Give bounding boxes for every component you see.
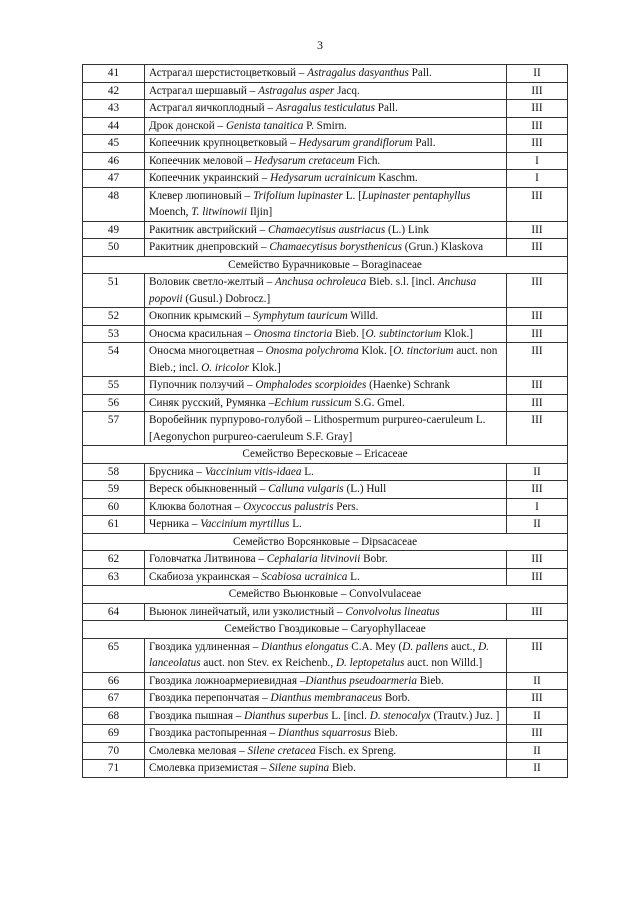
name-text: Головчатка Литвинова – [149, 553, 267, 565]
row-number: 41 [83, 65, 145, 83]
name-text: (L.) Hull [343, 483, 387, 495]
row-number: 52 [83, 308, 145, 326]
name-text: Смолевка приземистая – [149, 762, 270, 774]
name-text: Клюква болотная – [149, 500, 244, 513]
name-text: Астрагал шерстистоцветковый – [149, 67, 308, 79]
table-row [83, 568, 568, 586]
species-name [145, 742, 507, 760]
species-name [145, 707, 507, 725]
name-text: Bobr. [360, 553, 388, 565]
name-text: (L.) Link [385, 223, 429, 236]
species-name [145, 170, 507, 188]
latin-name: Cephalaria litvinovii [266, 553, 361, 565]
name-text: S.G. Gmel. [351, 396, 405, 409]
table-row [83, 100, 568, 118]
table-row [83, 725, 568, 743]
name-text: Borb. [382, 692, 411, 704]
category-value: III [507, 377, 568, 395]
category-value: III [507, 117, 568, 135]
name-text: Bieb. [ [332, 327, 366, 340]
name-text: Klok. [ [358, 345, 394, 357]
name-text: Pers. [333, 500, 359, 513]
row-number: 50 [83, 239, 145, 257]
table-row [83, 152, 568, 170]
name-text: Дрок донской – [149, 119, 226, 132]
row-number: 51 [83, 274, 145, 308]
family-header-row [83, 533, 568, 551]
row-number: 44 [83, 117, 145, 135]
species-name [145, 463, 507, 481]
species-name [145, 481, 507, 499]
name-text: Копеечник меловой – [149, 154, 255, 167]
name-text: L. [289, 518, 302, 530]
category-value: III [507, 725, 568, 743]
name-text: L. [347, 570, 360, 583]
row-number: 60 [83, 498, 145, 516]
name-text: Kaschm. [375, 172, 418, 184]
table-row [83, 760, 568, 778]
category-value: III [507, 135, 568, 153]
latin-name: Silene cretacea [247, 744, 316, 757]
species-name [145, 239, 507, 257]
name-text: Гвоздика ложноармериевидная – [149, 674, 306, 687]
name-text: Копеечник украинский – [149, 172, 271, 184]
table-row [83, 742, 568, 760]
latin-name: Dianthus pseudoarmeria [305, 674, 417, 687]
table-row [83, 690, 568, 708]
category-value: III [507, 100, 568, 118]
name-text: Пупочник ползучий – [149, 379, 256, 391]
category-value: III [507, 394, 568, 412]
name-text: C.A. Mey ( [348, 640, 403, 653]
species-name [145, 760, 507, 778]
category-value: III [507, 412, 568, 446]
name-text: Окопник крымский – [149, 310, 253, 322]
latin-name: D. stenocalyx [369, 709, 431, 722]
row-number: 71 [83, 760, 145, 778]
name-text: Гвоздика растопыренная – [149, 727, 278, 739]
name-text: Оносма красильная – [149, 327, 254, 340]
category-value: I [507, 152, 568, 170]
row-number: 59 [83, 481, 145, 499]
row-number: 61 [83, 516, 145, 534]
name-text: Ракитник днепровский – [149, 241, 270, 253]
name-text: (Haenke) Schrank [366, 379, 451, 391]
family-header-row [83, 621, 568, 639]
latin-name: Scabiosa ucrainica [261, 570, 348, 583]
name-text: Iljin] [247, 206, 273, 218]
table-row [83, 65, 568, 83]
name-text: Pall. [374, 102, 398, 114]
species-name [145, 65, 507, 83]
name-text: Клевер люпиновый – [149, 189, 254, 202]
row-number: 42 [83, 82, 145, 100]
table-row [83, 221, 568, 239]
table-row [83, 325, 568, 343]
category-value: II [507, 707, 568, 725]
row-number: 70 [83, 742, 145, 760]
latin-name: D. leptopetalus [335, 657, 405, 669]
name-text: Fisch. ex Spreng. [315, 744, 397, 757]
category-value: II [507, 742, 568, 760]
category-value: III [507, 239, 568, 257]
row-number: 49 [83, 221, 145, 239]
table-row [83, 707, 568, 725]
species-name [145, 412, 507, 446]
family-header: Семейство Вьюнковые – Convolvulaceae [83, 586, 568, 604]
species-name [145, 603, 507, 621]
species-name [145, 672, 507, 690]
table-row [83, 498, 568, 516]
latin-name: Chamaecytisus borysthenicus [269, 241, 402, 253]
latin-name: Astragalus dasyanthus [307, 67, 409, 79]
latin-name: O. subtinctorium [365, 327, 442, 340]
species-name [145, 187, 507, 221]
category-value: III [507, 638, 568, 672]
row-number: 62 [83, 551, 145, 569]
species-name [145, 568, 507, 586]
name-text: L. [301, 465, 314, 478]
row-number: 46 [83, 152, 145, 170]
name-text: Копеечник крупноцветковый – [149, 137, 299, 149]
species-name [145, 308, 507, 326]
latin-name: Dianthus elongatus [261, 640, 349, 653]
latin-name: O. tinctorium [393, 345, 454, 357]
name-text: Оносма многоцветная – [149, 345, 266, 357]
name-text: Вьюнок линейчатый, или узколистный – [149, 605, 346, 618]
name-text: auct., [448, 640, 479, 653]
latin-name: Dianthus superbus [244, 709, 329, 722]
species-name [145, 82, 507, 100]
row-number: 67 [83, 690, 145, 708]
latin-name: Trifolium lupinaster [253, 189, 343, 202]
table-row [83, 672, 568, 690]
species-name [145, 274, 507, 308]
category-value: III [507, 82, 568, 100]
category-value: II [507, 65, 568, 83]
latin-name: Astragalus asper [258, 84, 335, 97]
table-row [83, 551, 568, 569]
table-row [83, 135, 568, 153]
species-name [145, 725, 507, 743]
name-text: Jacq. [334, 84, 360, 97]
name-text: Pall. [408, 67, 432, 79]
table-row [83, 308, 568, 326]
species-name [145, 152, 507, 170]
species-table-body [83, 65, 568, 778]
category-value: I [507, 170, 568, 188]
species-name [145, 117, 507, 135]
family-header: Семейство Ворсянковые – Dipsacaceae [83, 533, 568, 551]
category-value: III [507, 325, 568, 343]
table-row [83, 274, 568, 308]
name-text: Астрагал шершавый – [149, 84, 259, 97]
table-row [83, 638, 568, 672]
latin-name: Hedysarum grandiflorum [298, 137, 413, 149]
latin-name: O. iricolor [201, 361, 250, 374]
name-text: Klok.] [441, 327, 473, 340]
table-row [83, 516, 568, 534]
name-text: Гвоздика перепончатая – [149, 692, 271, 704]
row-number: 58 [83, 463, 145, 481]
name-text: Воробейник пурпурово-голубой – Lithospermum purpureo-caeruleum L. [Aegonychon purpureo-caeruleum S.F. Gray] [149, 414, 486, 443]
category-value: III [507, 568, 568, 586]
row-number: 45 [83, 135, 145, 153]
latin-name: Echium russicum [274, 396, 352, 409]
row-number: 47 [83, 170, 145, 188]
name-text: auct. non Stev. ex Reichenb., [200, 657, 336, 669]
latin-name: Vaccinium vitis-idaea [204, 465, 302, 478]
latin-name: Vaccinium myrtillus [200, 518, 290, 530]
family-header-row [83, 586, 568, 604]
latin-name: Onosma tinctoria [253, 327, 333, 340]
latin-name: Hedysarum cretaceum [254, 154, 355, 167]
name-text: Pall. [412, 137, 436, 149]
family-header: Семейство Гвоздиковые – Caryophyllaceae [83, 621, 568, 639]
latin-name: Lupinaster pentaphyllus [361, 189, 471, 202]
category-value: III [507, 274, 568, 308]
row-number: 64 [83, 603, 145, 621]
latin-name: Anchusa ochroleuca [274, 276, 367, 288]
name-text: (Trautv.) Juz. ] [430, 709, 500, 722]
row-number: 66 [83, 672, 145, 690]
species-name [145, 325, 507, 343]
table-row [83, 463, 568, 481]
latin-name: Silene supina [269, 762, 330, 774]
name-text: Вереск обыкновенный – [149, 483, 269, 495]
name-text: Moench, [149, 206, 192, 218]
latin-name: Onosma polychroma [265, 345, 359, 357]
species-name [145, 343, 507, 377]
latin-name: Anchusa popovii [149, 276, 477, 305]
table-row [83, 343, 568, 377]
name-text: Bieb. s.l. [incl. [366, 276, 438, 288]
family-header-row [83, 446, 568, 464]
table-row [83, 377, 568, 395]
latin-name: Dianthus membranaceus [270, 692, 383, 704]
name-text: Гвоздика пышная – [149, 709, 245, 722]
name-text: auct. non Bieb.; incl. [149, 345, 498, 374]
species-name [145, 394, 507, 412]
category-value: II [507, 672, 568, 690]
table-row [83, 394, 568, 412]
table-row [83, 239, 568, 257]
table-row [83, 603, 568, 621]
latin-name: Symphytum tauricum [252, 310, 348, 322]
name-text: auct. non Willd.] [404, 657, 483, 669]
name-text: Klok.] [249, 361, 281, 374]
name-text: L. [ [342, 189, 362, 202]
name-text: (Grun.) Klaskova [402, 241, 484, 253]
category-value: III [507, 343, 568, 377]
species-table [82, 64, 568, 778]
category-value: III [507, 187, 568, 221]
table-row [83, 82, 568, 100]
category-value: II [507, 760, 568, 778]
row-number: 69 [83, 725, 145, 743]
name-text: Ракитник австрийский – [149, 223, 269, 236]
latin-name: Calluna vulgaris [268, 483, 344, 495]
latin-name: D. lanceolatus [149, 640, 489, 669]
name-text: Воловик светло-желтый – [149, 276, 275, 288]
table-row [83, 117, 568, 135]
species-name [145, 638, 507, 672]
species-name [145, 221, 507, 239]
row-number: 55 [83, 377, 145, 395]
latin-name: Asragalus testiculatus [275, 102, 375, 114]
row-number: 68 [83, 707, 145, 725]
name-text: Bieb. [371, 727, 398, 739]
page-number: 3 [317, 38, 323, 52]
name-text: P. Smirn. [303, 119, 347, 132]
category-value: II [507, 516, 568, 534]
name-text: (Gusul.) Dobrocz.] [182, 292, 271, 305]
latin-name: Omphalodes scorpioides [255, 379, 367, 391]
category-value: III [507, 308, 568, 326]
row-number: 63 [83, 568, 145, 586]
species-name [145, 516, 507, 534]
category-value: III [507, 221, 568, 239]
name-text: Синяк русский, Румянка – [149, 396, 275, 409]
name-text: Willd. [347, 310, 379, 322]
row-number: 56 [83, 394, 145, 412]
latin-name: Convolvolus lineatus [345, 605, 440, 618]
species-name [145, 100, 507, 118]
table-row [83, 170, 568, 188]
latin-name: Chamaecytisus austriacus [268, 223, 386, 236]
category-value: III [507, 481, 568, 499]
name-text: Черника – [149, 518, 201, 530]
name-text: Bieb. [416, 674, 444, 687]
family-header-row [83, 256, 568, 274]
name-text: L. [incl. [328, 709, 370, 722]
latin-name: Oxycoccus palustris [243, 500, 334, 513]
name-text: Fich. [354, 154, 381, 167]
category-value: II [507, 463, 568, 481]
category-value: III [507, 603, 568, 621]
category-value: I [507, 498, 568, 516]
species-name [145, 498, 507, 516]
species-name [145, 135, 507, 153]
row-number: 48 [83, 187, 145, 221]
table-row [83, 412, 568, 446]
species-name [145, 551, 507, 569]
category-value: III [507, 690, 568, 708]
table-row [83, 187, 568, 221]
table-row [83, 481, 568, 499]
name-text: Скабиоза украинская – [149, 570, 262, 583]
name-text: Брусника – [149, 465, 205, 478]
latin-name: T. litwinowii [191, 206, 248, 218]
row-number: 53 [83, 325, 145, 343]
name-text: Смолевка меловая – [149, 744, 248, 757]
latin-name: Hedysarum ucrainicum [270, 172, 376, 184]
latin-name: Genista tanaitica [225, 119, 304, 132]
species-name [145, 690, 507, 708]
row-number: 65 [83, 638, 145, 672]
latin-name: Dianthus squarrosus [277, 727, 372, 739]
species-name [145, 377, 507, 395]
row-number: 43 [83, 100, 145, 118]
family-header: Семейство Вересковые – Ericaceae [83, 446, 568, 464]
name-text: Bieb. [329, 762, 356, 774]
name-text: Астрагал яичкоплодный – [149, 102, 276, 114]
latin-name: D. pallens [402, 640, 449, 653]
category-value: III [507, 551, 568, 569]
row-number: 54 [83, 343, 145, 377]
family-header: Семейство Бурачниковые – Boraginaceae [83, 256, 568, 274]
name-text: Гвоздика удлиненная – [149, 640, 262, 653]
row-number: 57 [83, 412, 145, 446]
